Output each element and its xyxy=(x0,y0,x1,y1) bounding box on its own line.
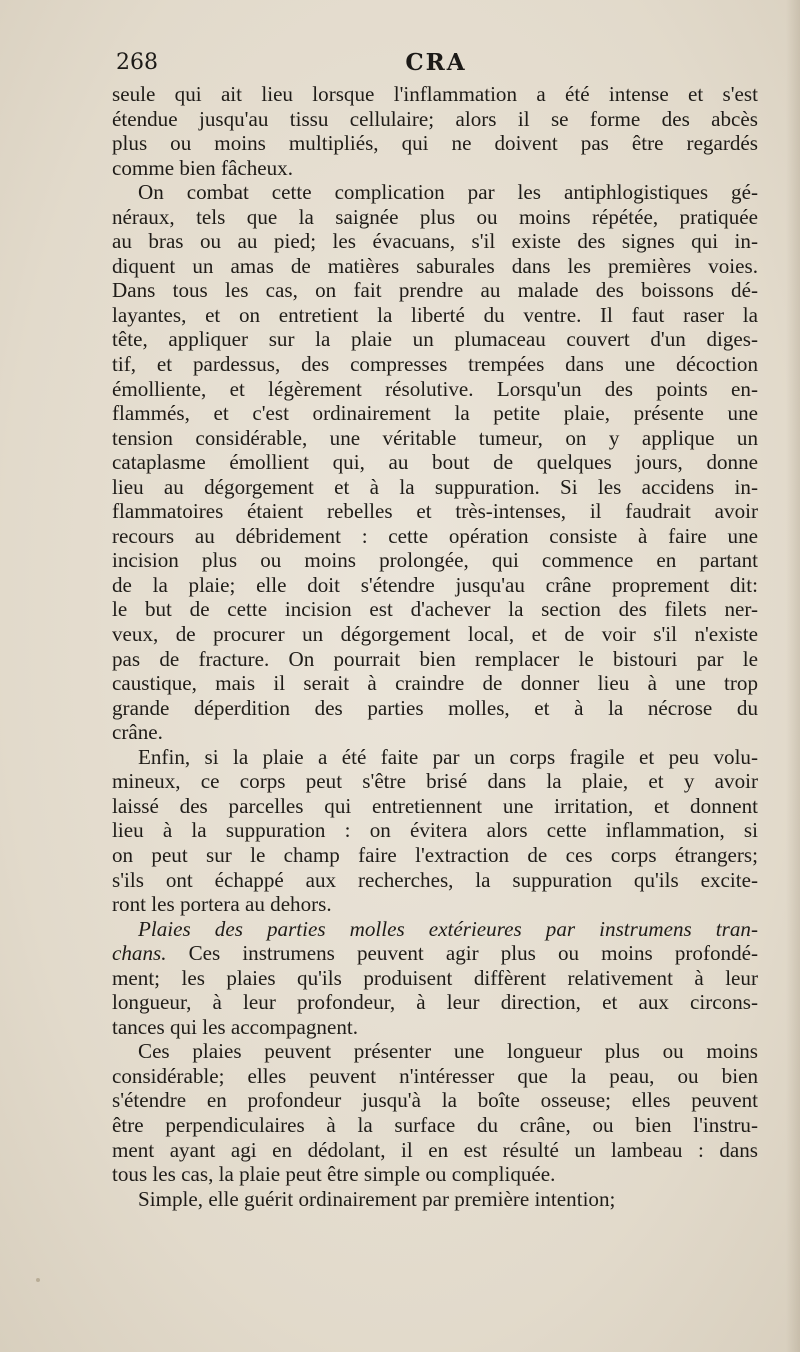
text-line xyxy=(112,941,758,966)
text-line xyxy=(112,377,758,402)
line-text: tances qui les accompagnent. xyxy=(112,1014,358,1039)
line-text: layantes, et on entretient la liberté du ventre. Il faut raser la xyxy=(112,302,758,327)
text-line xyxy=(112,720,758,745)
text-line xyxy=(112,1187,758,1212)
line-text: Enfin, si la plaie a été faite par un corps fragile et peu volu- xyxy=(138,744,758,769)
line-text: Ces plaies peuvent présenter une longueur plus ou moins xyxy=(138,1039,758,1064)
text-line xyxy=(112,524,758,549)
text-line xyxy=(112,671,758,696)
page-number: 268 xyxy=(116,50,158,75)
line-text: comme bien fâcheux. xyxy=(112,155,293,180)
text-line xyxy=(112,180,758,205)
line-text: on peut sur le champ faire l'extraction de ces corps étrangers; xyxy=(112,842,758,867)
text-line xyxy=(112,769,758,794)
line-text: flammés, et c'est ordinairement la petite plaie, présente une xyxy=(112,401,758,426)
paragraph xyxy=(112,180,758,745)
paragraph xyxy=(112,82,758,180)
line-text: tif, et pardessus, des compresses trempées dans une décoction xyxy=(112,352,758,377)
text-line xyxy=(112,303,758,328)
text-line xyxy=(112,327,758,352)
text-line xyxy=(112,254,758,279)
text-line xyxy=(112,278,758,303)
text-line xyxy=(112,82,758,107)
line-text: s'ils ont échappé aux recherches, la suppuration qu'ils excite- xyxy=(112,867,758,892)
italic-heading-end: chans. xyxy=(112,941,167,966)
line-text: caustique, mais il serait à craindre de donner lieu à une trop xyxy=(112,671,758,696)
line-text: tête, appliquer sur la plaie un plumaceau couvert d'un diges- xyxy=(112,327,758,352)
line-text: de la plaie; elle doit s'étendre jusqu'au crâne proprement dit: xyxy=(112,572,758,597)
line-text: pas de fracture. On pourrait bien remplacer le bistouri par le xyxy=(112,646,758,671)
line-text: lieu au dégorgement et à la suppuration. Si les accidens in- xyxy=(112,474,758,499)
line-text: étendue jusqu'au tissu cellulaire; alors il se forme des abcès xyxy=(112,106,758,131)
text-line xyxy=(112,475,758,500)
paragraph xyxy=(112,917,758,1040)
line-text: On combat cette complication par les antiphlogistiques gé- xyxy=(138,180,758,205)
text-line xyxy=(112,818,758,843)
body-text xyxy=(112,82,758,1211)
line-text: Ces instrumens peuvent agir plus ou moins profondé- xyxy=(166,941,758,966)
text-line xyxy=(112,107,758,132)
line-text: incision plus ou moins prolongée, qui commence en partant xyxy=(112,548,758,573)
line-text: veux, de procurer un dégorgement local, et de voir s'il n'existe xyxy=(112,622,758,647)
line-text: néraux, tels que la saignée plus ou moins répétée, pratiquée xyxy=(112,204,758,229)
text-line xyxy=(112,156,758,181)
text-line xyxy=(112,917,758,942)
paragraph xyxy=(112,1039,758,1186)
text-line xyxy=(112,622,758,647)
running-head xyxy=(112,48,760,80)
text-line xyxy=(112,1015,758,1040)
paragraph xyxy=(112,745,758,917)
text-line xyxy=(112,745,758,770)
line-text: le but de cette incision est d'achever la section des filets ner- xyxy=(112,597,758,622)
text-line xyxy=(112,1162,758,1187)
text-line xyxy=(112,229,758,254)
line-text: ment ayant agi en dédolant, il en est résulté un lambeau : dans xyxy=(112,1137,758,1162)
line-text: grande déperdition des parties molles, et à la nécrose du xyxy=(112,695,758,720)
line-text: ront les portera au dehors. xyxy=(112,892,332,917)
text-line xyxy=(112,1138,758,1163)
text-line xyxy=(112,573,758,598)
line-text: tension considérable, une véritable tumeur, on y applique un xyxy=(112,425,758,450)
italic-heading: Plaies des parties molles extérieures par instrumens tran- xyxy=(138,916,758,941)
text-line xyxy=(112,450,758,475)
text-line xyxy=(112,597,758,622)
page-edge-shadow xyxy=(786,0,800,1352)
text-line xyxy=(112,990,758,1015)
text-line xyxy=(112,401,758,426)
text-line xyxy=(112,843,758,868)
line-text: au bras ou au pied; les évacuans, s'il existe des signes qui in- xyxy=(112,229,758,254)
line-text: considérable; elles peuvent n'intéresser que la peau, ou bien xyxy=(112,1063,758,1088)
text-line xyxy=(112,548,758,573)
line-text: ment; les plaies qu'ils produisent diffèrent relativement à leur xyxy=(112,965,758,990)
line-text: laissé des parcelles qui entretiennent une irritation, et donnent xyxy=(112,793,758,818)
text-line xyxy=(112,892,758,917)
text-line xyxy=(112,794,758,819)
line-text: émolliente, et légèrement résolutive. Lorsqu'un des points en- xyxy=(112,376,758,401)
line-text: flammatoires étaient rebelles et très-intenses, il faudrait avoir xyxy=(112,499,758,524)
text-line xyxy=(112,696,758,721)
paragraph xyxy=(112,1187,758,1212)
line-text: lieu à la suppuration : on évitera alors cette inflammation, si xyxy=(112,818,758,843)
line-text: Dans tous les cas, on fait prendre au malade des boissons dé- xyxy=(112,278,758,303)
text-line xyxy=(112,205,758,230)
text-line xyxy=(112,1088,758,1113)
line-text: cataplasme émollient qui, au bout de quelques jours, donne xyxy=(112,450,758,475)
text-line xyxy=(112,966,758,991)
line-text: longueur, à leur profondeur, à leur direction, et aux circons- xyxy=(112,990,758,1015)
line-text: Simple, elle guérit ordinairement par première intention; xyxy=(138,1186,616,1211)
scan-speck xyxy=(36,1278,40,1282)
running-title: CRA xyxy=(405,49,467,76)
line-text: plus ou moins multipliés, qui ne doivent pas être regardés xyxy=(112,131,758,156)
text-line xyxy=(112,1064,758,1089)
text-line xyxy=(112,868,758,893)
text-line xyxy=(112,352,758,377)
text-line xyxy=(112,647,758,672)
text-line xyxy=(112,1113,758,1138)
line-text: s'étendre en profondeur jusqu'à la boîte osseuse; elles peuvent xyxy=(112,1088,758,1113)
line-text: diquent un amas de matières saburales dans les premières voies. xyxy=(112,253,758,278)
line-text: seule qui ait lieu lorsque l'inflammation a été intense et s'est xyxy=(112,82,758,106)
line-text: être perpendiculaires à la surface du crâne, ou bien l'instru- xyxy=(112,1112,758,1137)
line-text: mineux, ce corps peut s'être brisé dans la plaie, et y avoir xyxy=(112,769,758,794)
text-line xyxy=(112,426,758,451)
text-line xyxy=(112,131,758,156)
text-line xyxy=(112,499,758,524)
line-text: tous les cas, la plaie peut être simple ou compliquée. xyxy=(112,1162,556,1187)
line-text: crâne. xyxy=(112,720,163,745)
text-line xyxy=(112,1039,758,1064)
line-text: recours au débridement : cette opération consiste à faire une xyxy=(112,523,758,548)
